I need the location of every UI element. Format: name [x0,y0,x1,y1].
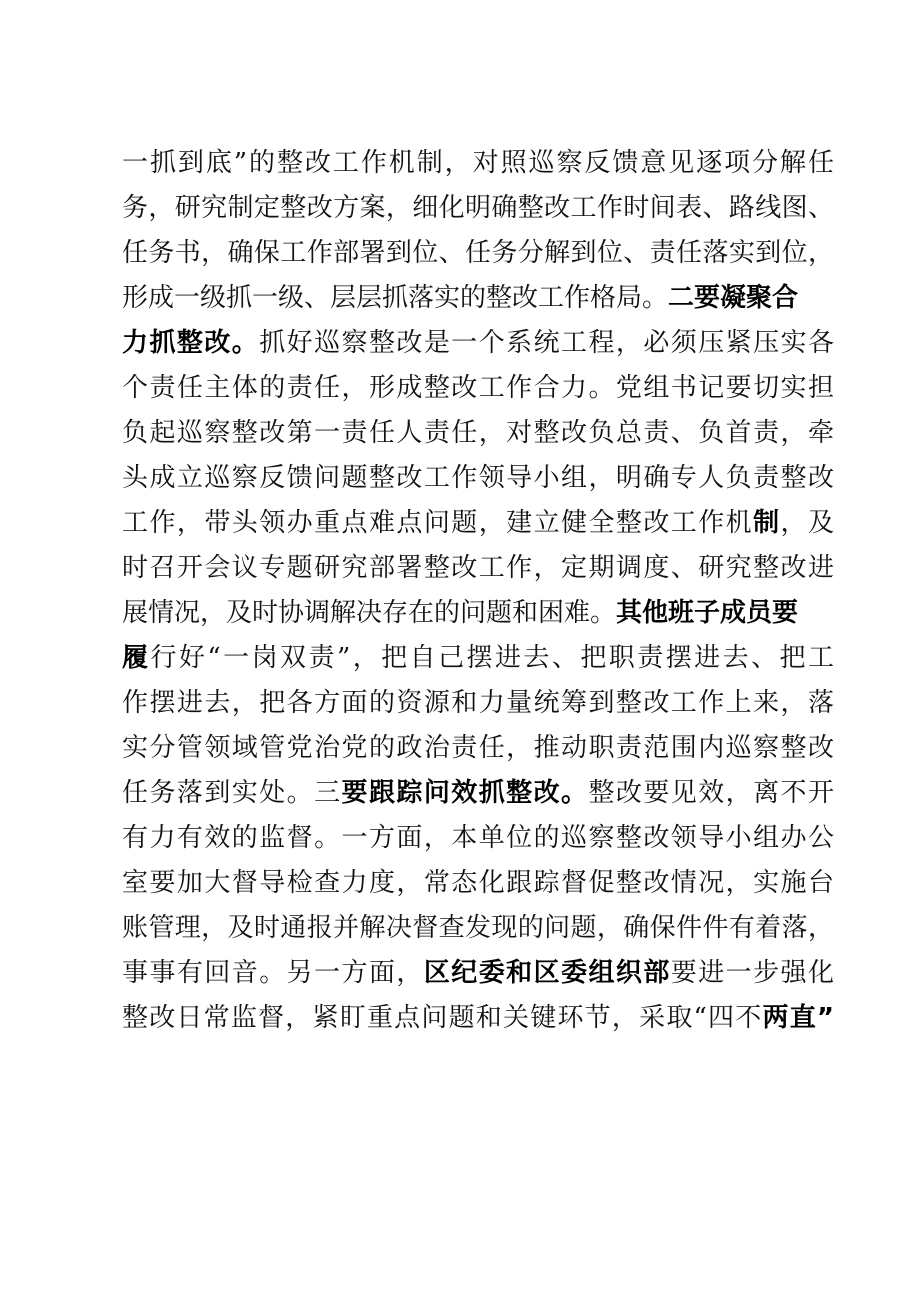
text-run: 事事有回音。另一方面， [122,958,424,988]
text-line [122,363,834,413]
text-run: 整改要见效，离不开 [588,778,834,808]
bold-text-run: 履 [122,643,151,673]
text-line [122,543,834,593]
text-run: 实分管领域管党治党的政治责任，推动职责范围内巡察整改 [122,733,834,763]
text-run: 室要加大督导检查力度，常态化跟踪督促整改情况，实施台 [122,868,834,898]
text-line [122,498,834,548]
text-run: 个责任主体的责任，形成整改工作合力。党组书记要切实担 [122,373,834,403]
text-line [122,678,834,728]
text-run: 头成立巡察反馈问题整改工作领导小组，明确专人负责整改 [122,463,834,493]
bold-text-run: 其他班子成员要 [616,598,799,628]
text-line [122,768,834,818]
text-line [122,453,834,503]
text-line [122,948,834,998]
text-run: 展情况，及时协调解决存在的问题和困难。 [122,598,617,628]
text-line [122,993,834,1043]
text-run: 作摆进去，把各方面的资源和力量统筹到整改工作上来，落 [122,688,834,718]
text-line [122,858,834,908]
bold-text-run: 区纪委和区委组织部 [423,958,671,988]
bold-text-run: 要跟踪问效抓整改。 [341,778,589,808]
text-run: 有力有效的监督。一方面，本单位的巡察整改领导小组办公 [122,823,834,853]
bold-text-run: 制 [753,508,781,538]
text-run: 时召开会议专题研究部署整改工作，定期调度、研究整改进 [122,553,834,583]
text-line [122,273,834,323]
text-line [122,903,834,953]
text-run: 整改日常监督，紧盯重点问题和关键环节，采取“四不 [122,1003,763,1033]
text-run: 要进一步强化 [670,958,834,988]
text-line [122,588,834,638]
bold-text-run: 两直” [762,1003,835,1033]
text-run: 抓好巡察整改是一个系统工程，必须压紧压实各 [259,328,834,358]
text-run: 工作，带头领办重点难点问题，建立健全整改工作机 [122,508,754,538]
text-run: 一抓到底”的整改工作机制，对照巡察反馈意见逐项分解任 [122,148,834,178]
bold-text-run: 二要凝聚合 [668,283,799,313]
text-run: 账管理，及时通报并解决督查发现的问题，确保件件有着落， [122,913,834,943]
text-line [122,813,834,863]
bold-text-run: 力抓整改。 [122,328,260,358]
text-line [122,408,834,458]
text-run: 任务书，确保工作部署到位、任务分解到位、责任落实到位， [122,238,834,268]
text-line [122,228,834,278]
text-run: ，及 [780,508,834,538]
text-line [122,723,834,773]
text-run: 负起巡察整改第一责任人责任，对整改负总责、负首责，牵 [122,418,834,448]
text-run: 行好“一岗双责”，把自己摆进去、把职责摆进去、把工 [150,643,834,673]
text-line [122,138,834,188]
text-run: 务，研究制定整改方案，细化明确整改工作时间表、路线图、 [122,193,834,223]
text-run: 任务落到实处。三 [122,778,342,808]
text-line [122,633,834,683]
text-line [122,318,834,368]
text-line [122,183,834,233]
text-run: 形成一级抓一级、层层抓落实的整改工作格局。 [122,283,669,313]
